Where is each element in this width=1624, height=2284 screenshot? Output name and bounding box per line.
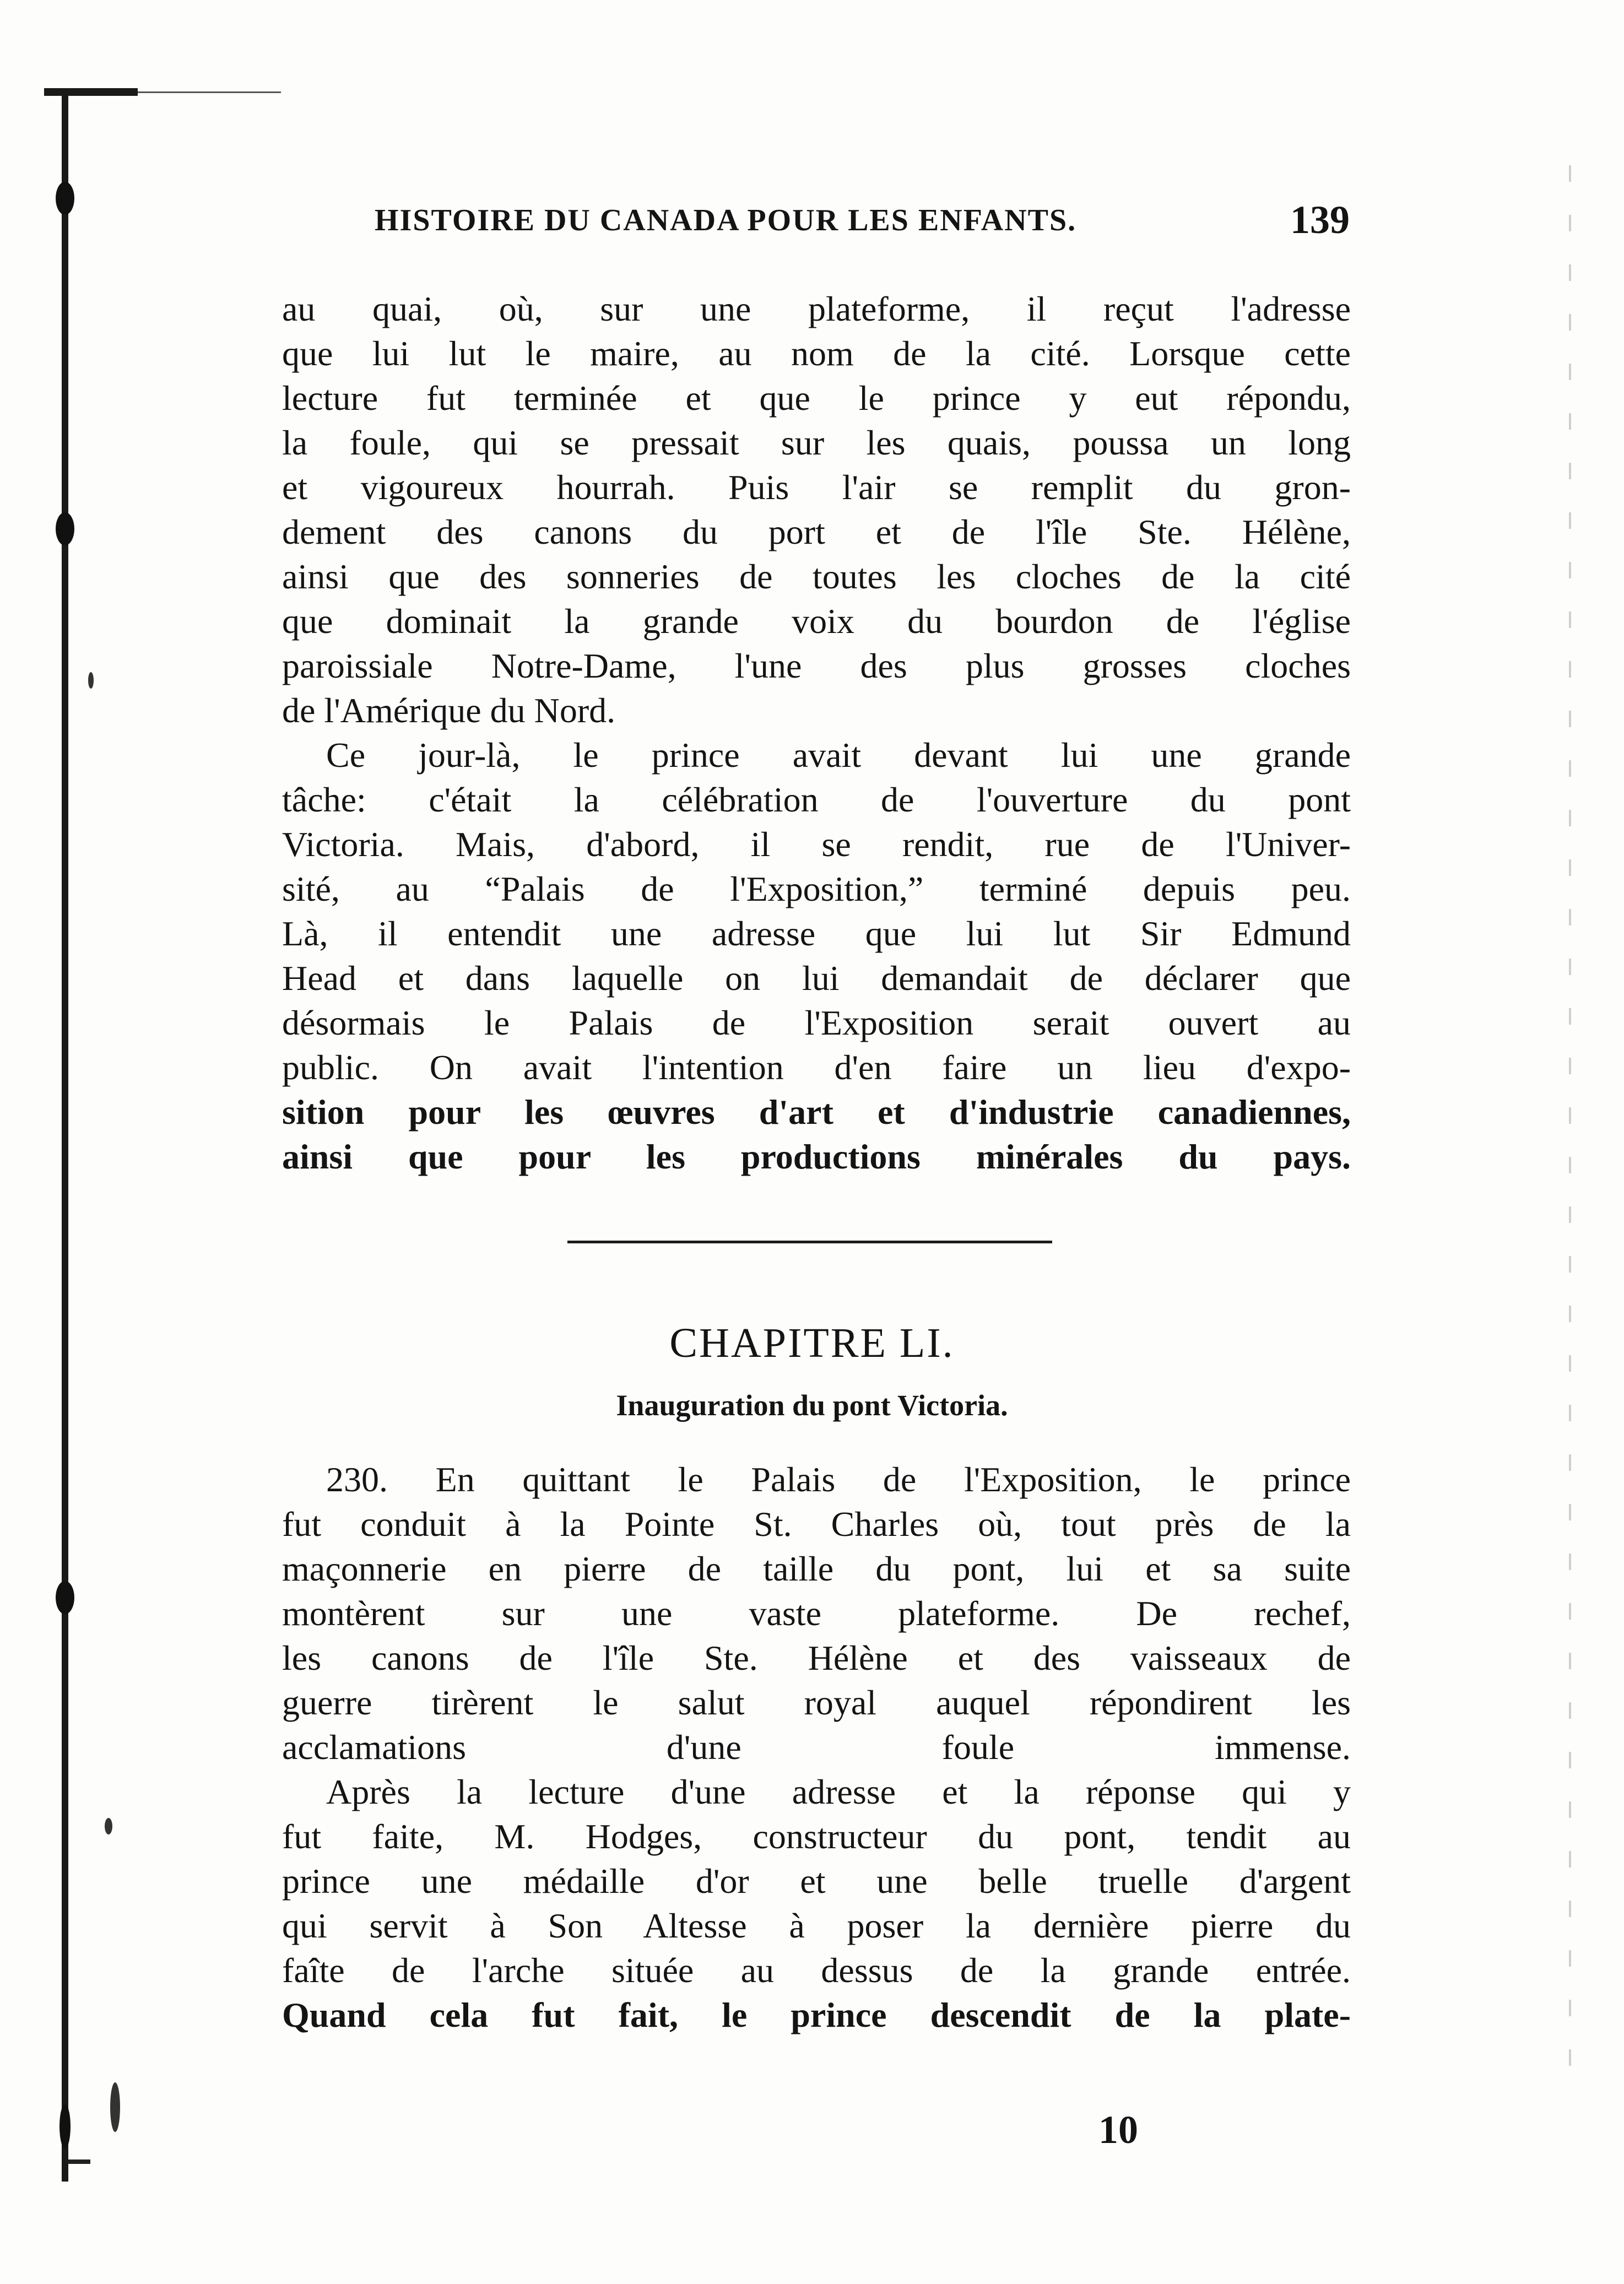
text-line: maçonnerie en pierre de taille du pont, lui et sa suite: [282, 1549, 1351, 1588]
text-line: que dominait la grande voix du bourdon de l'église: [282, 602, 1351, 641]
text-line: que lui lut le maire, au nom de la cité. Lorsque cette: [282, 334, 1351, 373]
chapter-title: CHAPITRE LI.: [669, 1320, 955, 1366]
text-line: au quai, où, sur une plateforme, il reçut l'adresse: [282, 289, 1351, 328]
text-line: 230. En quittant le Palais de l'Exposition, le prince: [326, 1460, 1351, 1499]
paragraph: [282, 1769, 1351, 2037]
text-line: fut faite, M. Hodges, constructeur du pont, tendit au: [282, 1817, 1351, 1856]
text-line: de l'Amérique du Nord.: [282, 691, 616, 730]
text-line: les canons de l'île Ste. Hélène et des vaisseaux de: [282, 1638, 1351, 1677]
paragraph: [282, 1457, 1351, 1769]
text-line: faîte de l'arche située au dessus de la grande entrée.: [282, 1951, 1351, 1990]
text-line: acclamations d'une foule immense.: [282, 1728, 1351, 1767]
page-number: 139: [1290, 198, 1350, 242]
text-line: Victoria. Mais, d'abord, il se rendit, rue de l'Univer-: [282, 825, 1351, 864]
text-line: Après la lecture d'une adresse et la réponse qui y: [326, 1772, 1351, 1811]
binding-edge-top-thin: [138, 91, 281, 93]
text-line: paroissiale Notre-Dame, l'une des plus grosses cloches: [282, 646, 1351, 685]
ink-speck: [88, 672, 94, 689]
body-text-top: [282, 286, 1351, 1179]
text-line: ainsi que pour les productions minérales du pays.: [282, 1137, 1351, 1176]
text-line: sité, au “Palais de l'Exposition,” terminé depuis peu.: [282, 869, 1351, 908]
page-edge-shadow: [1569, 165, 1571, 2093]
binding-mark: [56, 1581, 74, 1614]
text-line: public. On avait l'intention d'en faire un lieu d'expo-: [282, 1048, 1351, 1087]
running-header: HISTOIRE DU CANADA POUR LES ENFANTS.: [375, 203, 1077, 237]
text-line: ainsi que des sonneries de toutes les cloches de la cité: [282, 557, 1351, 596]
text-line: désormais le Palais de l'Exposition serait ouvert au: [282, 1003, 1351, 1042]
text-line: Ce jour-là, le prince avait devant lui une grande: [326, 735, 1351, 775]
text-line: lecture fut terminée et que le prince y eut répondu,: [282, 378, 1351, 418]
text-line: dement des canons du port et de l'île Ste. Hélène,: [282, 512, 1351, 551]
ink-speck: [110, 2082, 120, 2132]
binding-edge-foot: [68, 2159, 90, 2164]
text-line: sition pour les œuvres d'art et d'industrie canadiennes,: [282, 1092, 1351, 1132]
section-divider: [567, 1241, 1052, 1243]
text-line: Quand cela fut fait, le prince descendit de la plate-: [282, 1995, 1351, 2034]
body-text-bottom: [282, 1457, 1351, 2037]
text-line: qui servit à Son Altesse à poser la dernière pierre du: [282, 1906, 1351, 1945]
binding-mark: [56, 182, 74, 215]
paragraph: [282, 733, 1351, 1179]
binding-mark: [56, 512, 74, 545]
paragraph: [282, 286, 1351, 733]
binding-mark: [59, 2104, 71, 2148]
text-line: guerre tirèrent le salut royal auquel répondirent les: [282, 1683, 1351, 1722]
text-line: et vigoureux hourrah. Puis l'air se remplit du gron-: [282, 468, 1351, 507]
text-line: prince une médaille d'or et une belle truelle d'argent: [282, 1861, 1351, 1901]
binding-edge-top: [44, 88, 138, 96]
binding-edge: [62, 88, 68, 2182]
text-line: Head et dans laquelle on lui demandait de déclarer que: [282, 959, 1351, 998]
text-line: montèrent sur une vaste plateforme. De rechef,: [282, 1594, 1351, 1633]
ink-speck: [105, 1818, 112, 1834]
chapter-subtitle: Inauguration du pont Victoria.: [616, 1389, 1008, 1422]
text-line: la foule, qui se pressait sur les quais, poussa un long: [282, 423, 1351, 462]
signature-mark: 10: [1098, 2108, 1138, 2152]
text-line: tâche: c'était la célébration de l'ouverture du pont: [282, 780, 1351, 819]
text-line: Là, il entendit une adresse que lui lut Sir Edmund: [282, 914, 1351, 953]
text-line: fut conduit à la Pointe St. Charles où, tout près de la: [282, 1504, 1351, 1544]
